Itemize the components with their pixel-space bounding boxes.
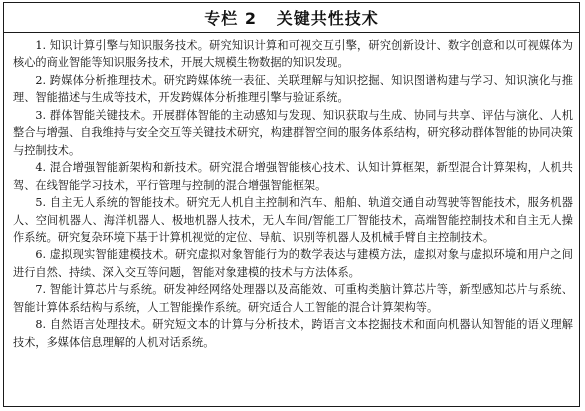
item-virtual-reality-modeling: 6. 虚拟现实智能建模技术。研究虚拟对象智能行为的数学表达与建模方法，虚拟对象与虚拟环境和用户之间进行自然、持续、深入交互等问题，智能对象建模的技术与方法体系。 (13, 248, 573, 279)
item-swarm-intelligence: 3. 群体智能关键技术。开展群体智能的主动感知与发现、知识获取与生成、协同与共享、评估与演化、人机整合与增强、自我维持与安全交互等关键技术研究，构建群智空间的服务体系结构，研究移动群体智能的协同决策与控制技术。 (13, 108, 573, 157)
title-bar (4, 3, 579, 33)
column-title: 专栏 2 关键共性技术 (204, 9, 379, 28)
item-knowledge-computing: 1. 知识计算引擎与知识服务技术。研究知识计算和可视交互引擎，研究创新设计、数字创意和以可视媒体为核心的商业智能等知识服务技术，开展大规模生物数据的知识发现。 (13, 39, 573, 70)
item-natural-language-processing: 8. 自然语言处理技术。研究短文本的计算与分析技术，跨语言文本挖掘技术和面向机器认知智能的语义理解技术，多媒体信息理解的人机对话系统。 (13, 318, 573, 349)
item-hybrid-augmented-intelligence: 4. 混合增强智能新架构和新技术。研究混合增强智能核心技术、认知计算框架，新型混合计算架构，人机共驾、在线智能学习技术，平行管理与控制的混合增强智能框架。 (13, 161, 573, 192)
column-box (3, 2, 580, 407)
item-autonomous-unmanned-systems: 5. 自主无人系统的智能技术。研究无人机自主控制和汽车、船舶、轨道交通自动驾驶等智能技术，服务机器人、空间机器人、海洋机器人、极地机器人技术，无人车间/智能工厂智能技术，高端智能控制技术和自主无人操作系统。研究复杂环境下基于计算机视觉的定位、导航、识别等机器人及机械手臂自主控制技术。 (13, 196, 573, 244)
column-content (4, 33, 579, 351)
item-intelligent-computing-chips: 7. 智能计算芯片与系统。研发神经网络处理器以及高能效、可重构类脑计算芯片等，新型感知芯片与系统、智能计算体系结构与系统，人工智能操作系统。研究适合人工智能的混合计算架构等。 (13, 283, 573, 314)
item-cross-media-analysis: 2. 跨媒体分析推理技术。研究跨媒体统一表征、关联理解与知识挖掘、知识图谱构建与学习、知识演化与推理、智能描述与生成等技术，开发跨媒体分析推理引擎与验证系统。 (13, 73, 573, 105)
